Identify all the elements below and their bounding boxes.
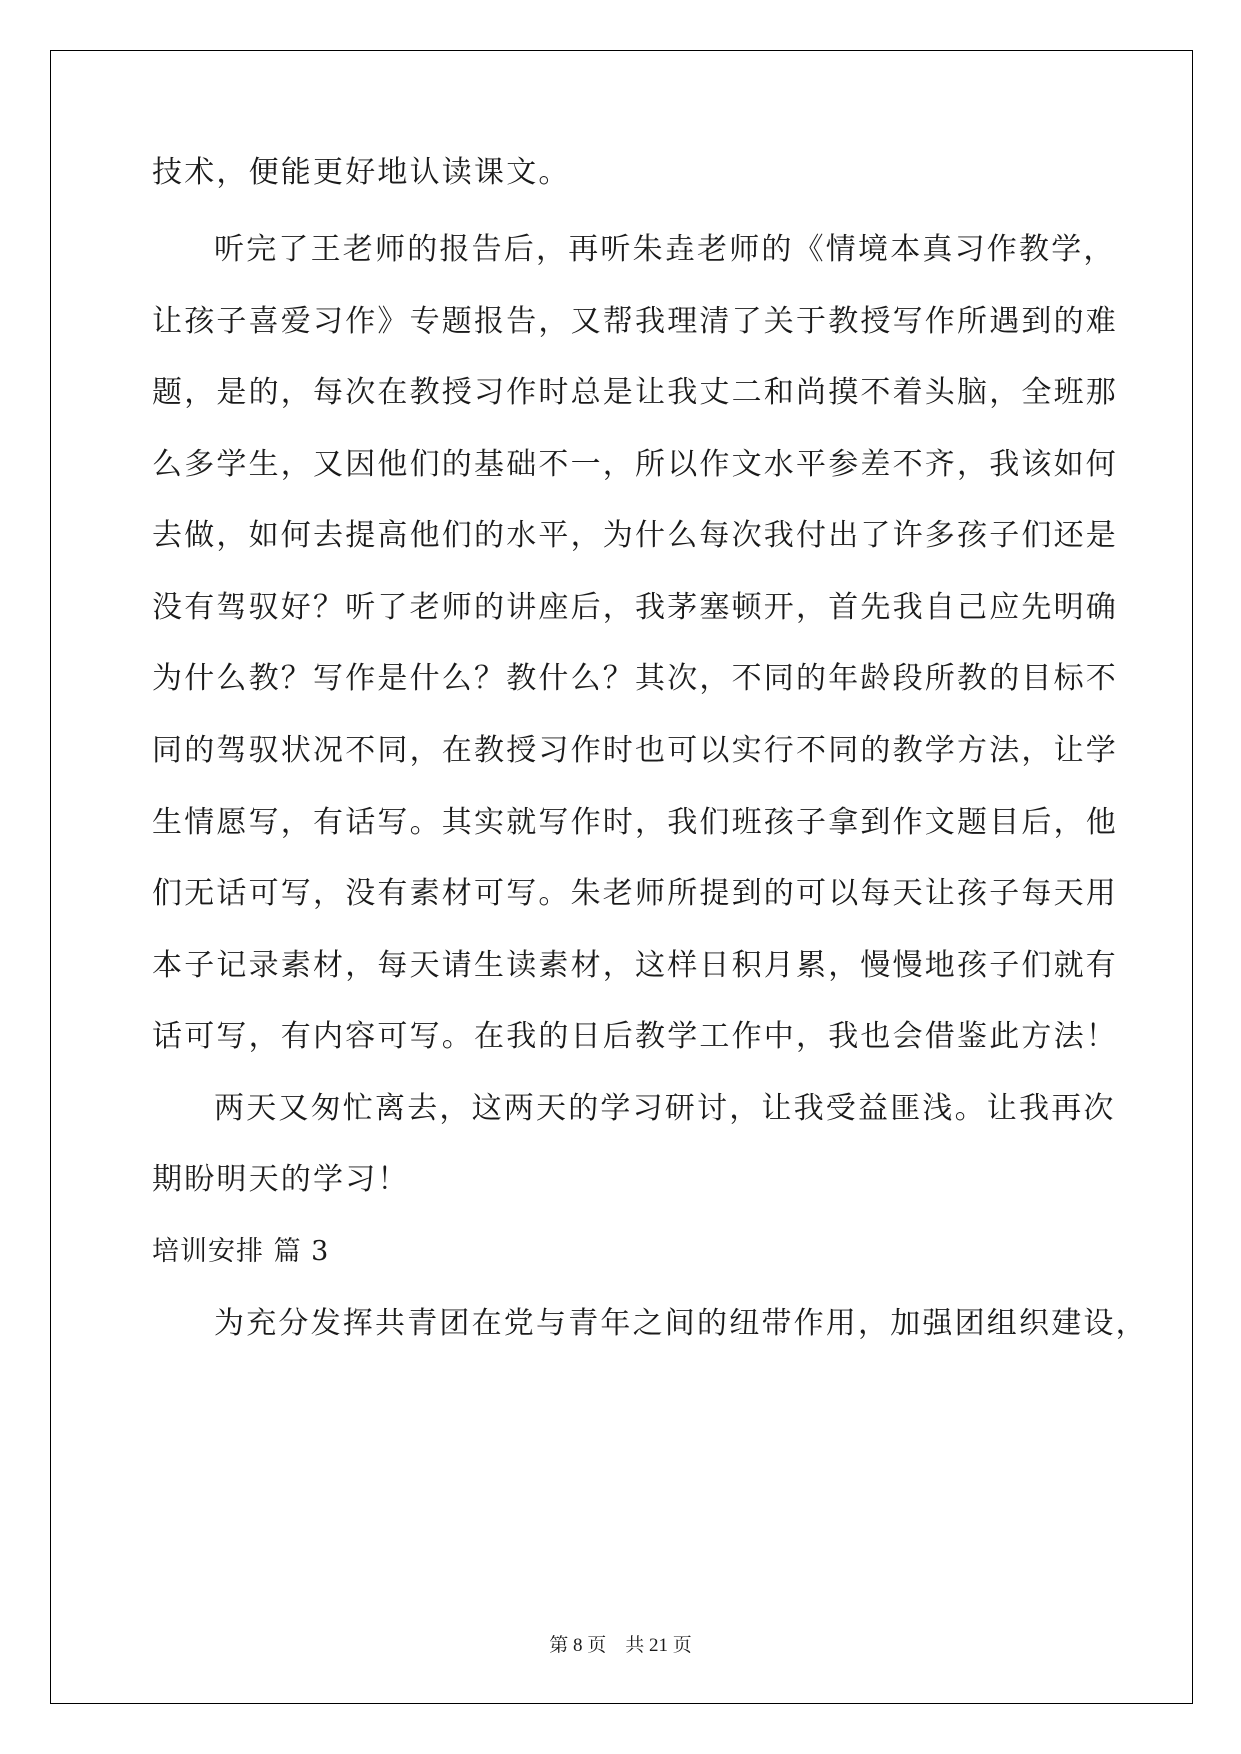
body-line: 为什么教？写作是什么？教什么？其次，不同的年龄段所教的目标不 [152, 661, 1118, 696]
body-line: 么多学生，又因他们的基础不一，所以作文水平参差不齐，我该如何 [152, 447, 1118, 482]
body-line: 期盼明天的学习！ [152, 1162, 410, 1197]
paragraph-first-line: 两天又匆忙离去，这两天的学习研讨，让我受益匪浅。让我再次 [214, 1091, 1116, 1126]
body-line: 没有驾驭好？听了老师的讲座后，我茅塞顿开，首先我自己应先明确 [152, 590, 1118, 625]
body-line: 技术，便能更好地认读课文。 [152, 155, 571, 190]
body-line: 让孩子喜爱习作》专题报告，又帮我理清了关于教授写作所遇到的难 [152, 304, 1118, 339]
body-line: 本子记录素材，每天请生读素材，这样日积月累，慢慢地孩子们就有 [152, 948, 1118, 983]
paragraph-first-line: 为充分发挥共青团在党与青年之间的纽带作用，加强团组织建设， [214, 1306, 1148, 1341]
body-line: 题，是的，每次在教授习作时总是让我丈二和尚摸不着头脑，全班那 [152, 375, 1118, 410]
paragraph-first-line: 听完了王老师的报告后，再听朱垚老师的《情境本真习作教学， [214, 232, 1116, 267]
section-heading: 培训安排 篇 3 [152, 1236, 330, 1267]
body-line: 同的驾驭状况不同，在教授习作时也可以实行不同的教学方法，让学 [152, 733, 1118, 768]
body-line: 们无话可写，没有素材可写。朱老师所提到的可以每天让孩子每天用 [152, 876, 1118, 911]
body-line: 生情愿写，有话写。其实就写作时，我们班孩子拿到作文题目后，他 [152, 805, 1118, 840]
page-number-footer: 第 8 页 共 21 页 [549, 1635, 692, 1656]
body-line: 话可写，有内容可写。在我的日后教学工作中，我也会借鉴此方法！ [152, 1019, 1118, 1054]
body-line: 去做，如何去提高他们的水平，为什么每次我付出了许多孩子们还是 [152, 518, 1118, 553]
